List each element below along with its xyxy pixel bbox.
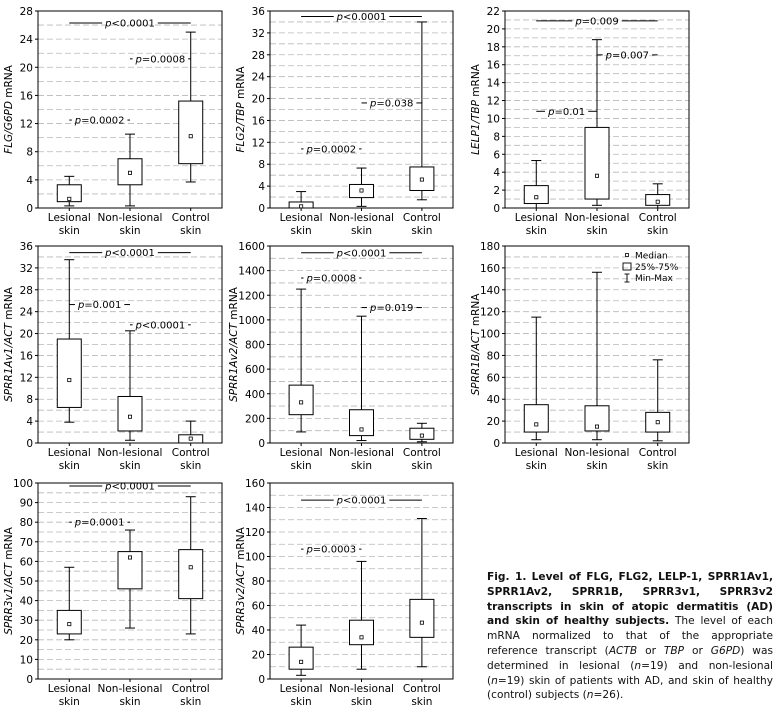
significance-label: p=0.001 (77, 300, 122, 312)
x-category-label: Non-lesional (564, 212, 630, 224)
x-category-label: Lesional (47, 212, 91, 224)
significance-label: p<0.0001 (105, 18, 155, 30)
significance-label: p<0.0001 (105, 248, 155, 260)
box-control (646, 360, 670, 441)
caption-n-label: n (491, 674, 498, 687)
y-tick-label: 140 (479, 284, 500, 297)
y-tick-label: 100 (244, 551, 265, 564)
x-category-label: Control (171, 212, 210, 224)
caption-text: or (684, 644, 711, 657)
y-tick-label: 80 (19, 517, 33, 530)
box-iqr (646, 412, 670, 432)
x-category-label: skin (525, 460, 547, 472)
caption-text: =19) skin of patients with AD, and skin of healthy (control) subjects ( (487, 674, 773, 702)
box-non-lesional (118, 530, 142, 628)
chart-panel-sprr1av1 (3, 241, 222, 472)
caption-text: or (637, 644, 664, 657)
y-tick-label: 90 (19, 497, 33, 510)
box-control (410, 22, 434, 200)
caption-title: Level of FLG, FLG2, LELP-1, SPRR1Av1, SPRR1Av2, SPRR1B, SPRR3v1, SPRR3v2 transcripts in skin of atopic dermatitis (AD) and skin of healthy subjects. (487, 571, 773, 628)
x-category-label: Control (638, 212, 677, 224)
y-tick-label: 12 (19, 372, 33, 385)
y-tick-label: 16 (19, 90, 33, 103)
box-iqr (57, 339, 81, 407)
box-control (410, 423, 434, 441)
x-category-label: skin (58, 225, 80, 237)
x-category-label: Non-lesional (564, 447, 630, 459)
x-category-label: Non-lesional (97, 447, 163, 459)
y-tick-label: 24 (251, 71, 265, 84)
caption-n-label: n (634, 659, 642, 672)
y-tick-label: 30 (19, 615, 33, 628)
y-axis-label: SPRR3v2/ACT mRNA (235, 527, 247, 635)
y-tick-label: 14 (486, 77, 500, 90)
x-category-label: skin (411, 460, 433, 472)
y-tick-label: 28 (251, 49, 265, 62)
y-tick-label: 20 (251, 649, 265, 662)
x-category-label: skin (119, 225, 141, 237)
box-non-lesional (350, 316, 374, 440)
y-tick-label: 60 (19, 556, 33, 569)
y-tick-label: 24 (19, 34, 33, 47)
y-tick-label: 28 (19, 284, 33, 297)
y-tick-label: 60 (486, 372, 500, 385)
chart-panel-sprr1av2 (228, 241, 453, 472)
x-category-label: skin (119, 696, 141, 708)
y-tick-label: 400 (244, 388, 265, 401)
x-category-label: skin (586, 225, 608, 237)
box-control (179, 497, 203, 634)
box-iqr (118, 159, 142, 185)
y-tick-label: 20 (19, 62, 33, 75)
y-axis-label: SPRR1Av2/ACT mRNA (228, 287, 240, 402)
y-tick-label: 36 (19, 241, 33, 253)
x-category-label: skin (525, 225, 547, 237)
box-lesional (57, 176, 81, 206)
x-category-label: skin (58, 460, 80, 472)
y-tick-label: 4 (493, 167, 500, 180)
x-category-label: skin (411, 225, 433, 237)
caption-text: The level of each mRNA normalized to that of the appropriate reference transcript ( (487, 615, 773, 657)
x-category-label: Control (402, 212, 441, 224)
box-iqr (410, 167, 434, 191)
x-category-label: skin (350, 696, 373, 708)
box-iqr (118, 396, 142, 430)
y-tick-label: 2 (493, 185, 500, 198)
x-category-label: Lesional (514, 447, 558, 459)
y-tick-label: 8 (26, 146, 33, 159)
y-tick-label: 8 (258, 159, 265, 172)
box-iqr (289, 647, 313, 669)
y-tick-label: 28 (19, 6, 33, 18)
x-category-label: Non-lesional (329, 212, 394, 224)
x-category-label: skin (119, 460, 141, 472)
y-tick-label: 140 (244, 502, 265, 515)
caption-n-label: n (586, 689, 594, 702)
x-category-label: Control (171, 683, 210, 695)
y-tick-label: 120 (244, 527, 265, 539)
box-lesional (289, 625, 313, 675)
y-tick-label: 100 (479, 328, 500, 341)
y-tick-label: 16 (251, 115, 265, 128)
y-tick-label: 8 (493, 131, 500, 144)
legend-iqr-label: 25%-75% (635, 263, 679, 273)
significance-label: p=0.0002 (74, 115, 125, 127)
x-category-label: skin (586, 460, 608, 472)
y-tick-label: 20 (19, 328, 33, 341)
x-category-label: skin (290, 696, 312, 708)
y-tick-label: 10 (486, 113, 500, 126)
y-tick-label: 0 (493, 438, 500, 450)
y-tick-label: 120 (479, 306, 500, 319)
box-iqr (350, 620, 374, 645)
chart-panel-sprr1b (470, 241, 689, 472)
legend-median-label: Median (635, 251, 668, 262)
y-tick-label: 6 (493, 149, 500, 162)
figure-caption (487, 570, 773, 703)
y-tick-label: 1000 (238, 314, 265, 327)
x-category-label: skin (180, 696, 202, 708)
y-tick-label: 40 (251, 625, 265, 637)
box-non-lesional (118, 134, 142, 206)
x-category-label: skin (290, 225, 312, 237)
y-tick-label: 800 (244, 339, 265, 352)
y-tick-label: 100 (12, 478, 33, 490)
y-axis-label: SPRR1B/ACT mRNA (470, 293, 482, 396)
box-lesional (524, 161, 548, 208)
y-axis-label: SPRR1Av1/ACT mRNA (3, 287, 15, 402)
x-category-label: skin (411, 696, 433, 708)
box-iqr (585, 406, 609, 431)
caption-figure-label: Fig. 1. (487, 571, 527, 583)
significance-label: p=0.0003 (306, 544, 357, 556)
y-tick-label: 0 (258, 674, 265, 686)
y-tick-label: 40 (486, 394, 500, 407)
significance-label: p=0.01 (548, 106, 586, 118)
x-category-label: Lesional (47, 447, 91, 459)
y-tick-label: 4 (258, 181, 265, 194)
chart-panel-flg2 (235, 6, 453, 237)
y-axis-label: FLG2/TBP mRNA (235, 66, 247, 153)
legend-range-label: Min-Max (635, 274, 673, 284)
y-tick-label: 22 (486, 6, 500, 18)
y-tick-label: 160 (479, 262, 500, 275)
y-tick-label: 40 (19, 595, 33, 608)
significance-label: p=0.0001 (74, 517, 125, 529)
box-iqr (350, 410, 374, 436)
x-category-label: Lesional (514, 212, 558, 224)
y-tick-label: 200 (244, 413, 265, 426)
box-non-lesional (350, 561, 374, 669)
x-category-label: skin (58, 696, 80, 708)
y-tick-label: 12 (19, 118, 33, 131)
caption-text: =26). (593, 689, 624, 702)
y-tick-label: 80 (251, 576, 265, 588)
significance-label: p=0.038 (370, 98, 414, 110)
caption-ref-tbp: TBP (663, 644, 685, 657)
significance-label: p=0.0008 (135, 54, 186, 66)
box-non-lesional (585, 272, 609, 439)
y-tick-label: 4 (26, 174, 33, 187)
y-tick-label: 10 (19, 654, 33, 667)
y-tick-label: 12 (486, 95, 500, 108)
box-control (646, 184, 670, 208)
x-category-label: Lesional (279, 212, 323, 224)
legend-iqr-icon (623, 263, 631, 270)
x-category-label: skin (180, 460, 202, 472)
y-tick-label: 0 (26, 438, 33, 450)
y-tick-label: 20 (19, 634, 33, 647)
significance-label: p<0.0001 (135, 320, 186, 332)
x-category-label: Non-lesional (329, 447, 394, 459)
box-iqr (179, 435, 203, 443)
y-axis-label: LELP1/TBP mRNA (470, 64, 482, 155)
caption-ref-g6pd: G6PD (710, 644, 741, 657)
x-category-label: Non-lesional (97, 212, 163, 224)
y-tick-label: 20 (251, 93, 265, 106)
y-axis-label: SPRR3v1/ACT mRNA (3, 527, 15, 635)
significance-label: p<0.0001 (336, 248, 387, 260)
y-tick-label: 1400 (238, 265, 265, 278)
y-tick-label: 24 (19, 306, 33, 319)
box-lesional (289, 289, 313, 432)
box-iqr (179, 550, 203, 599)
y-axis-label: FLG/G6PD mRNA (3, 65, 15, 154)
x-category-label: Lesional (279, 683, 323, 695)
y-tick-label: 32 (19, 262, 33, 275)
significance-label: p<0.0001 (336, 495, 387, 507)
chart-panel-sprr3v2 (235, 478, 453, 708)
y-tick-label: 0 (26, 674, 33, 686)
x-category-label: Lesional (47, 683, 91, 695)
y-tick-label: 180 (479, 241, 500, 253)
significance-label: p<0.0001 (336, 11, 387, 23)
significance-label: p=0.019 (370, 303, 414, 315)
box-iqr (410, 599, 434, 637)
caption-text: ) was determined in lesional ( (487, 644, 773, 672)
x-category-label: skin (180, 225, 202, 237)
box-iqr (524, 405, 548, 432)
caption-text: =19) and non-lesional ( (487, 659, 773, 687)
x-category-label: Non-lesional (97, 683, 163, 695)
significance-label: p=0.0002 (306, 144, 357, 156)
x-category-label: Control (402, 683, 441, 695)
x-category-label: Control (638, 447, 677, 459)
box-iqr (57, 185, 81, 202)
y-tick-label: 160 (244, 478, 265, 490)
y-tick-label: 32 (251, 27, 265, 40)
x-category-label: Control (171, 447, 210, 459)
significance-label: p=0.009 (575, 16, 619, 28)
y-tick-label: 8 (26, 394, 33, 407)
y-tick-label: 50 (19, 576, 33, 588)
y-tick-label: 20 (486, 416, 500, 429)
box-lesional (57, 567, 81, 640)
y-tick-label: 36 (251, 6, 265, 18)
y-tick-label: 70 (19, 536, 33, 549)
box-lesional (289, 192, 313, 208)
y-tick-label: 16 (486, 59, 500, 72)
y-tick-label: 18 (486, 41, 500, 54)
box-iqr (350, 184, 374, 197)
box-lesional (57, 260, 81, 423)
box-non-lesional (350, 168, 374, 206)
chart-panel-sprr3v1 (3, 478, 222, 708)
box-non-lesional (118, 331, 142, 440)
significance-label: p=0.0008 (306, 273, 357, 285)
box-control (410, 519, 434, 667)
x-category-label: skin (647, 460, 669, 472)
x-category-label: skin (290, 460, 312, 472)
caption-ref-actb: ACTB (608, 644, 638, 657)
y-tick-label: 0 (258, 203, 265, 215)
significance-label: p<0.0001 (105, 481, 155, 493)
x-category-label: Lesional (279, 447, 323, 459)
x-category-label: skin (647, 225, 669, 237)
box-iqr (118, 552, 142, 589)
legend-median-icon (626, 254, 629, 257)
box-lesional (524, 317, 548, 440)
x-category-label: Non-lesional (329, 683, 394, 695)
chart-panel-lelp1 (470, 6, 689, 237)
x-category-label: Control (402, 447, 441, 459)
y-tick-label: 0 (26, 203, 33, 215)
y-tick-label: 12 (251, 137, 265, 150)
y-tick-label: 60 (251, 600, 265, 613)
y-tick-label: 0 (493, 203, 500, 215)
y-tick-label: 600 (244, 364, 265, 377)
box-iqr (289, 385, 313, 415)
box-iqr (524, 186, 548, 204)
y-tick-label: 16 (19, 350, 33, 363)
y-tick-label: 80 (486, 350, 500, 363)
box-iqr (179, 101, 203, 164)
chart-panel-flg (3, 6, 222, 237)
y-tick-label: 0 (258, 438, 265, 450)
y-tick-label: 1200 (238, 290, 265, 303)
y-tick-label: 4 (26, 416, 33, 429)
x-category-label: skin (350, 460, 373, 472)
x-category-label: skin (350, 225, 373, 237)
y-tick-label: 20 (486, 23, 500, 36)
box-iqr (585, 127, 609, 199)
significance-label: p=0.007 (605, 50, 650, 62)
y-tick-label: 1600 (238, 241, 265, 253)
